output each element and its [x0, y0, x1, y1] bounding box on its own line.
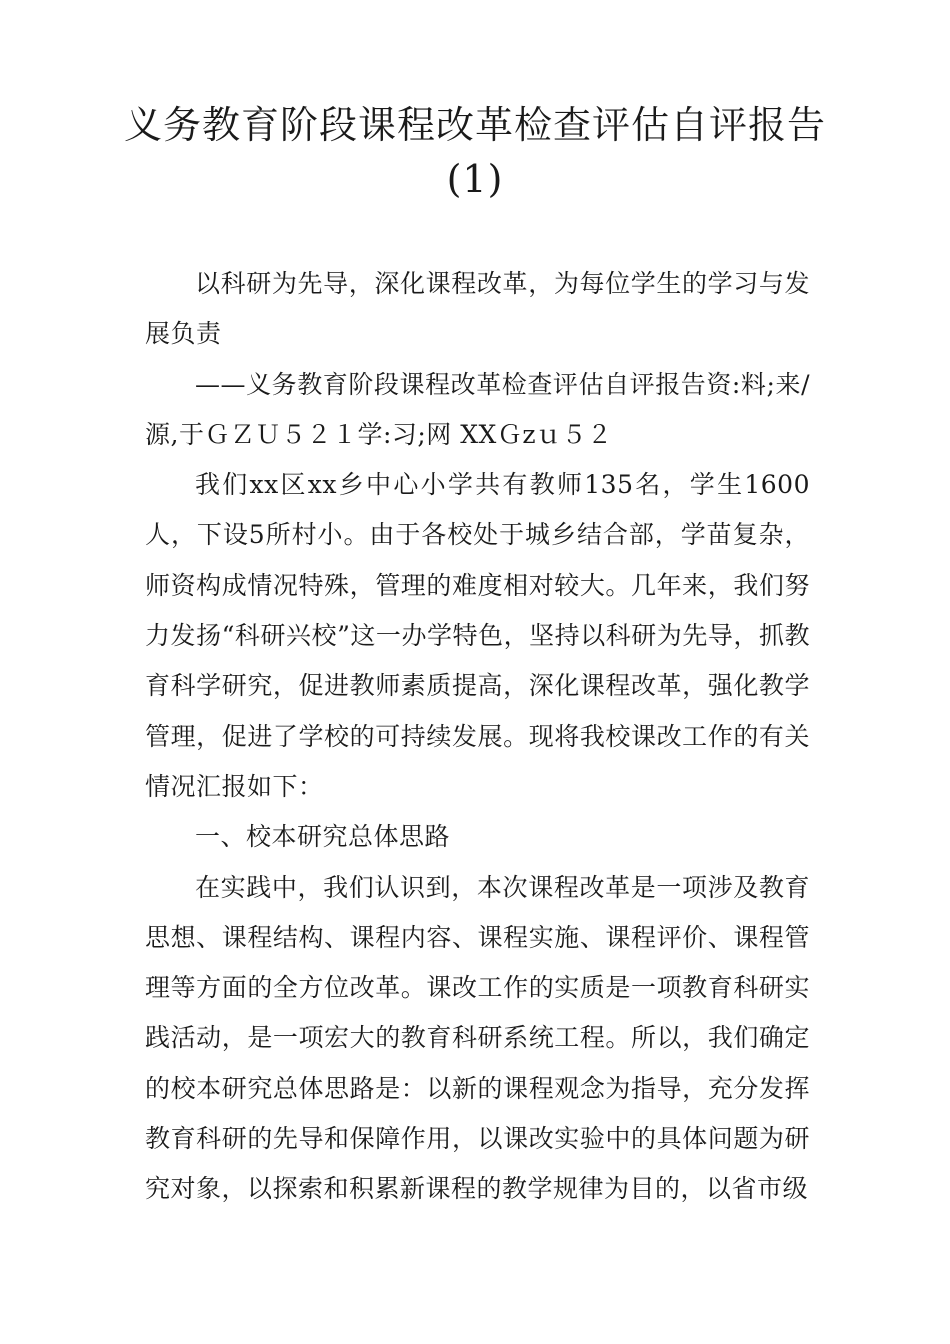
paragraph-subtitle: 以科研为先导，深化课程改革，为每位学生的学习与发展负责: [145, 269, 810, 349]
paragraph-section-one: 在实践中，我们认识到，本次课程改革是一项涉及教育思想、课程结构、课程内容、课程实施、课程评价、课程管理等方面的全方位改革。课改工作的实质是一项教育科研实践活动，是一项宏大的教育科研系统工程。所以，我们确定的校本研究总体思路是：以新的课程观念为指导，充分发挥教育科研的先导和保障作用，以课改实验中的具体问题为研究对象，以探索和积累新课程的教学规律为目的，以省市级: [145, 872, 810, 1204]
paragraph-introduction: 我们xx区xx乡中心小学共有教师135名，学生1600人，下设5所村小。由于各校处于城乡结合部，学苗复杂，师资构成情况特殊，管理的难度相对较大。几年来，我们努力发扬“科研兴校”这一办学特色，坚持以科研为先导，抓教育科学研究，促进教师素质提高，深化课程改革，强化教学管理，促进了学校的可持续发展。现将我校课改工作的有关情况汇报如下：: [145, 470, 810, 801]
document-title: 义务教育阶段课程改革检查评估自评报告(1): [123, 103, 826, 201]
section-heading: 一、校本研究总体思路: [195, 822, 451, 852]
paragraph-source-line: ——义务教育阶段课程改革检查评估自评报告资:料;来/源,于ＧＺＵ５２１学:习;网 XXＧzｕ５２: [145, 369, 810, 449]
document-body: [145, 259, 810, 1215]
